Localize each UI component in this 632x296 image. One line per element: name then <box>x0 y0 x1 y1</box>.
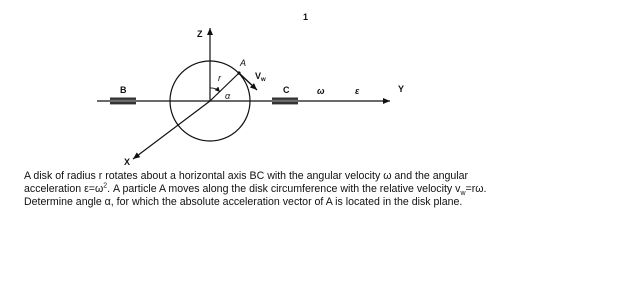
b-label: B <box>120 85 127 95</box>
r-label: r <box>218 73 221 83</box>
omega-label: ω <box>317 86 325 96</box>
x-axis-label: X <box>124 157 131 167</box>
problem-line-2: acceleration $\varepsilon=\omega^2$. A particle A moves along the disk circumference with the relative velocity $v_w=r\omega$. <box>24 182 487 198</box>
problem-statement <box>24 170 614 209</box>
alpha-label: α <box>225 91 231 101</box>
z-axis-label: Z <box>197 29 203 39</box>
c-label: C <box>283 85 290 95</box>
vw-label: $V_w$ <box>255 71 266 83</box>
problem-line-3: Determine angle α, for which the absolute acceleration vector of A is located in the disk plane. <box>24 196 463 208</box>
a-label: A <box>240 58 247 68</box>
figure-number: 1 <box>303 12 309 22</box>
y-axis-label: Y <box>398 84 405 94</box>
epsilon-label: ε <box>355 86 360 96</box>
alpha-arc <box>210 88 220 92</box>
problem-line-1: A disk of radius r rotates about a horizontal axis BC with the angular velocity ω and the angular <box>24 170 469 182</box>
